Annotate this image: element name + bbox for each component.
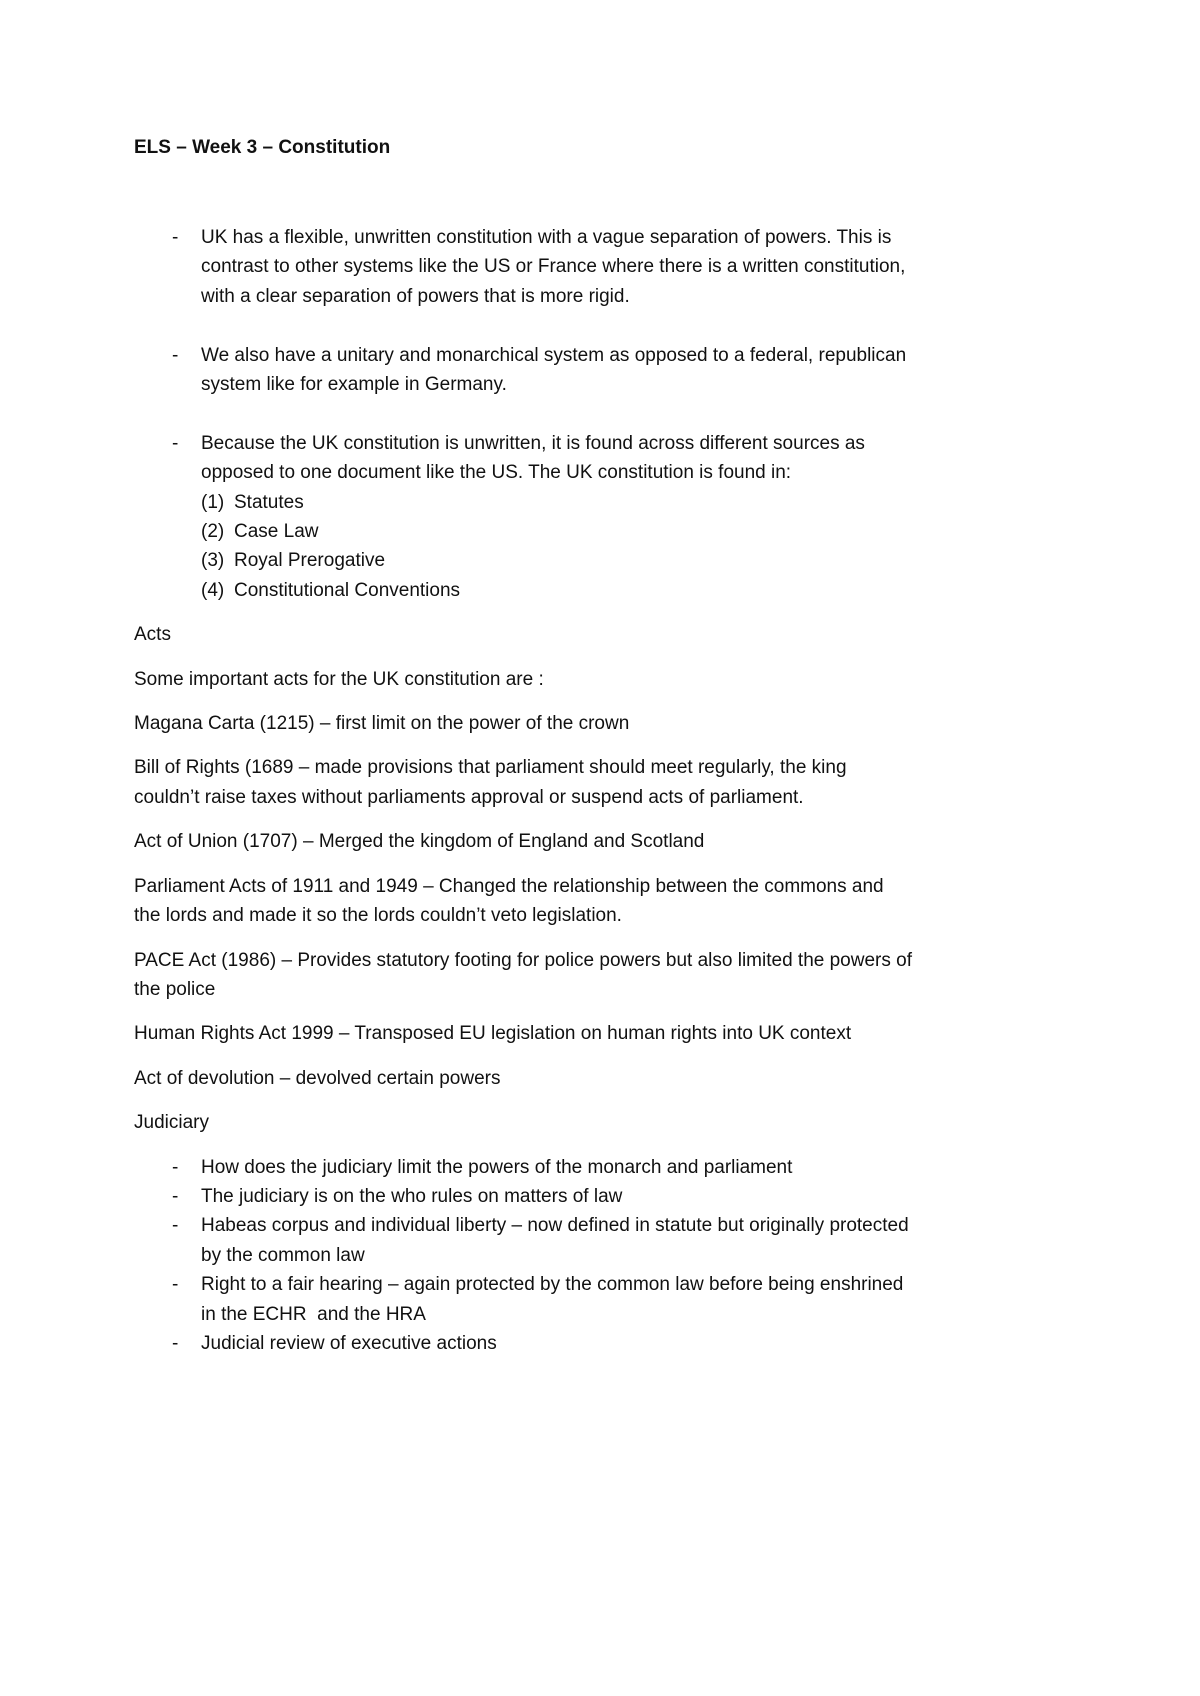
act-entry: Parliament Acts of 1911 and 1949 – Changed the relationship between the commons and the lords and made it so the lords couldn’t veto legislation. xyxy=(134,875,884,927)
list-item xyxy=(134,1153,1020,1182)
list-item xyxy=(134,1211,1020,1270)
document-title: ELS – Week 3 – Constitution xyxy=(134,137,391,158)
numbered-item-text: Constitutional Conventions xyxy=(234,579,461,601)
list-item-text: We also have a unitary and monarchical system as opposed to a federal, republican system like for example in Germany. xyxy=(201,344,907,396)
act-entry: Magana Carta (1215) – first limit on the power of the crown xyxy=(134,713,630,735)
dash-bullet: - xyxy=(172,1274,179,1296)
dash-bullet: - xyxy=(172,1332,179,1354)
list-item xyxy=(134,429,1020,605)
list-item xyxy=(134,1182,1020,1211)
dash-bullet: - xyxy=(172,432,179,454)
numbered-item xyxy=(201,576,1020,605)
numbered-item-text: Statutes xyxy=(234,491,304,513)
dash-bullet: - xyxy=(172,227,179,248)
numbered-item xyxy=(201,517,1020,546)
list-item-text: Habeas corpus and individual liberty – now defined in statute but originally protected by the common law xyxy=(201,1215,909,1266)
dash-bullet: - xyxy=(172,344,179,366)
list-item xyxy=(134,1329,1020,1358)
numbered-item xyxy=(201,546,1020,575)
dash-bullet: - xyxy=(172,1215,179,1237)
dash-bullet: - xyxy=(172,1156,179,1178)
constitution-sources-list xyxy=(201,488,1020,606)
list-item-text: Right to a fair hearing – again protected by the common law before being enshrined in the ECHR and the HRA xyxy=(201,1274,904,1325)
numbered-item xyxy=(201,488,1020,517)
list-item-text: The judiciary is on the who rules on matters of law xyxy=(201,1185,623,1207)
act-entry: Human Rights Act 1999 – Transposed EU legislation on human rights into UK context xyxy=(134,1023,852,1045)
number-marker: (1) xyxy=(201,491,225,513)
list-item xyxy=(134,223,1020,311)
constitution-overview-list xyxy=(134,223,1020,605)
list-item xyxy=(134,1270,1020,1329)
number-marker: (2) xyxy=(201,521,225,543)
dash-bullet: - xyxy=(172,1185,179,1207)
number-marker: (4) xyxy=(201,579,225,601)
list-item-text: Judicial review of executive actions xyxy=(201,1332,497,1354)
acts-heading: Acts xyxy=(134,624,171,646)
act-entry: Act of devolution – devolved certain powers xyxy=(134,1067,501,1089)
numbered-item-text: Royal Prerogative xyxy=(234,550,386,572)
act-entry: Act of Union (1707) – Merged the kingdom of England and Scotland xyxy=(134,831,705,853)
act-entry: PACE Act (1986) – Provides statutory footing for police powers but also limited the powers of the police xyxy=(134,949,912,1000)
act-entry: Bill of Rights (1689 – made provisions that parliament should meet regularly, the king couldn’t raise taxes without parliaments approval or suspend acts of parliament. xyxy=(134,757,847,808)
acts-intro: Some important acts for the UK constitution are : xyxy=(134,668,544,690)
judiciary-list xyxy=(134,1153,1020,1359)
list-item-text: UK has a flexible, unwritten constitution with a vague separation of powers. This is contrast to other systems like the US or France where there is a written constitution, with a clear separation of powers that is more rigid. xyxy=(201,227,906,307)
judiciary-heading: Judiciary xyxy=(134,1112,209,1134)
list-item-text: Because the UK constitution is unwritten, it is found across different sources as opposed to one document like the US. The UK constitution is found in: xyxy=(201,432,865,484)
number-marker: (3) xyxy=(201,550,225,572)
numbered-item-text: Case Law xyxy=(234,521,319,543)
list-item xyxy=(134,341,1020,400)
list-item-text: How does the judiciary limit the powers of the monarch and parliament xyxy=(201,1156,793,1178)
